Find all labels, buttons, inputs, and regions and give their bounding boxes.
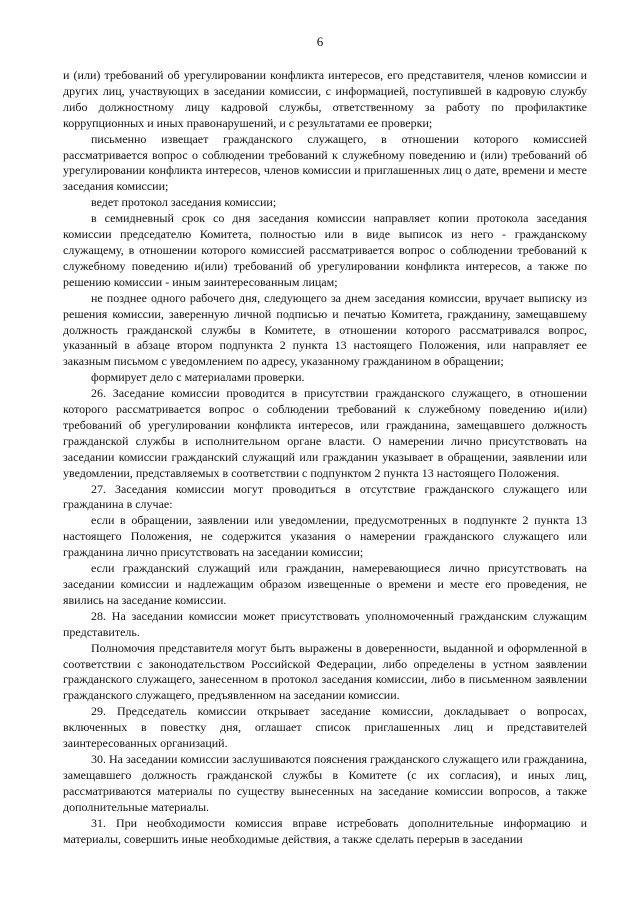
paragraph: ведет протокол заседания комиссии; bbox=[91, 195, 277, 210]
paragraph: в семидневный срок со дня заседания комиссии направляет копии протокола заседания комиссии председателю Комитета, полностью или в виде выписок из него - гражданскому служащему, в отношении которого комиссией рассматривается вопрос о соблюдении требований к служебному поведению и(или) требований об урегулировании конфликта интересов, а также по решению комиссии - иным заинтересованным лицам; bbox=[63, 211, 587, 289]
paragraph: письменно извещает гражданского служащего, в отношении которого комиссией рассматривается вопрос о соблюдении требований к служебному поведению и (или) требований об урегулировании конфликта интересов, членов комиссии и приглашенных лиц о дате, времени и месте заседания комиссии; bbox=[63, 131, 587, 194]
document-body bbox=[63, 68, 587, 847]
paragraph-item-29: 29. Председатель комиссии открывает заседание комиссии, докладывает о вопросах, включенных в повестку дня, оглашает список приглашенных лиц и представителей заинтересованных организаций. bbox=[63, 704, 587, 751]
paragraph: если в обращении, заявлении или уведомлении, предусмотренных в подпункте 2 пункта 13 настоящего Положения, не содержится указания о намерении гражданского служащего или гражданина лично присутствовать на заседании комиссии; bbox=[63, 513, 587, 560]
paragraph-item-27: 27. Заседания комиссии могут проводиться в отсутствие гражданского служащего или гражданина в случае: bbox=[63, 481, 587, 512]
paragraph: если гражданский служащий или гражданин, намеревающиеся лично присутствовать на заседании комиссии и надлежащим образом извещенные о времени и месте его проведения, не явились на заседание комиссии. bbox=[63, 561, 587, 607]
paragraph-item-26: 26. Заседание комиссии проводится в присутствии гражданского служащего, в отношении которого рассматривается вопрос о соблюдении требований к служебному поведению и(или) требований об урегулировании конфликта интересов, или гражданина, замещавшего должность гражданской службы в исполнительном органе власти. О намерении лично присутствовать на заседании комиссии гражданский служащий или гражданин указывает в обращении, заявлении или уведомлении, представляемых в соответствии с подпунктом 2 пункта 13 настоящего Положения. bbox=[63, 386, 587, 480]
paragraph: формирует дело с материалами проверки. bbox=[91, 370, 305, 385]
paragraph: Полномочия представителя могут быть выражены в доверенности, выданной и оформленной в соответствии с законодательством Российской Федерации, либо определены в устном заявлении гражданского служащего, занесенном в протокол заседания комиссии, либо в письменном заявлении гражданского служащего, предъявленном на заседании комиссии. bbox=[63, 640, 587, 703]
paragraph-item-31: 31. При необходимости комиссия вправе истребовать дополнительные информацию и материалы, совершить иные необходимые действия, а также сделать перерыв в заседании bbox=[63, 815, 587, 846]
paragraph: не позднее одного рабочего дня, следующего за днем заседания комиссии, вручает выписку из решения комиссии, заверенную личной подписью и печатью Комитета, гражданину, замещавшему должность гражданской службы в Комитете, в отношении которого рассматривался вопрос, указанный в абзаце втором подпункта 2 пункта 13 настоящего Положения, или направляет ее заказным письмом с уведомлением по адресу, указанному гражданином в обращении; bbox=[63, 290, 587, 369]
paragraph: и (или) требований об урегулировании конфликта интересов, его представителя, членов комиссии и других лиц, участвующих в заседании комиссии, с информацией, поступившей в кадровую службу либо должностному лицу кадровой службы, ответственному за работу по профилактике коррупционных и иных правонарушений, и с результатами ее проверки; bbox=[63, 68, 587, 130]
paragraph-item-28: 28. На заседании комиссии может присутствовать уполномоченный гражданским служащим представитель. bbox=[63, 608, 587, 639]
paragraph-item-30: 30. На заседании комиссии заслушиваются пояснения гражданского служащего или гражданина, замещавшего должность гражданской службы в Комитете (с их согласия), и иных лиц, рассматриваются материалы по существу вынесенных на заседание комиссии вопросов, а также дополнительные материалы. bbox=[63, 751, 587, 814]
page-number: 6 bbox=[316, 34, 324, 49]
